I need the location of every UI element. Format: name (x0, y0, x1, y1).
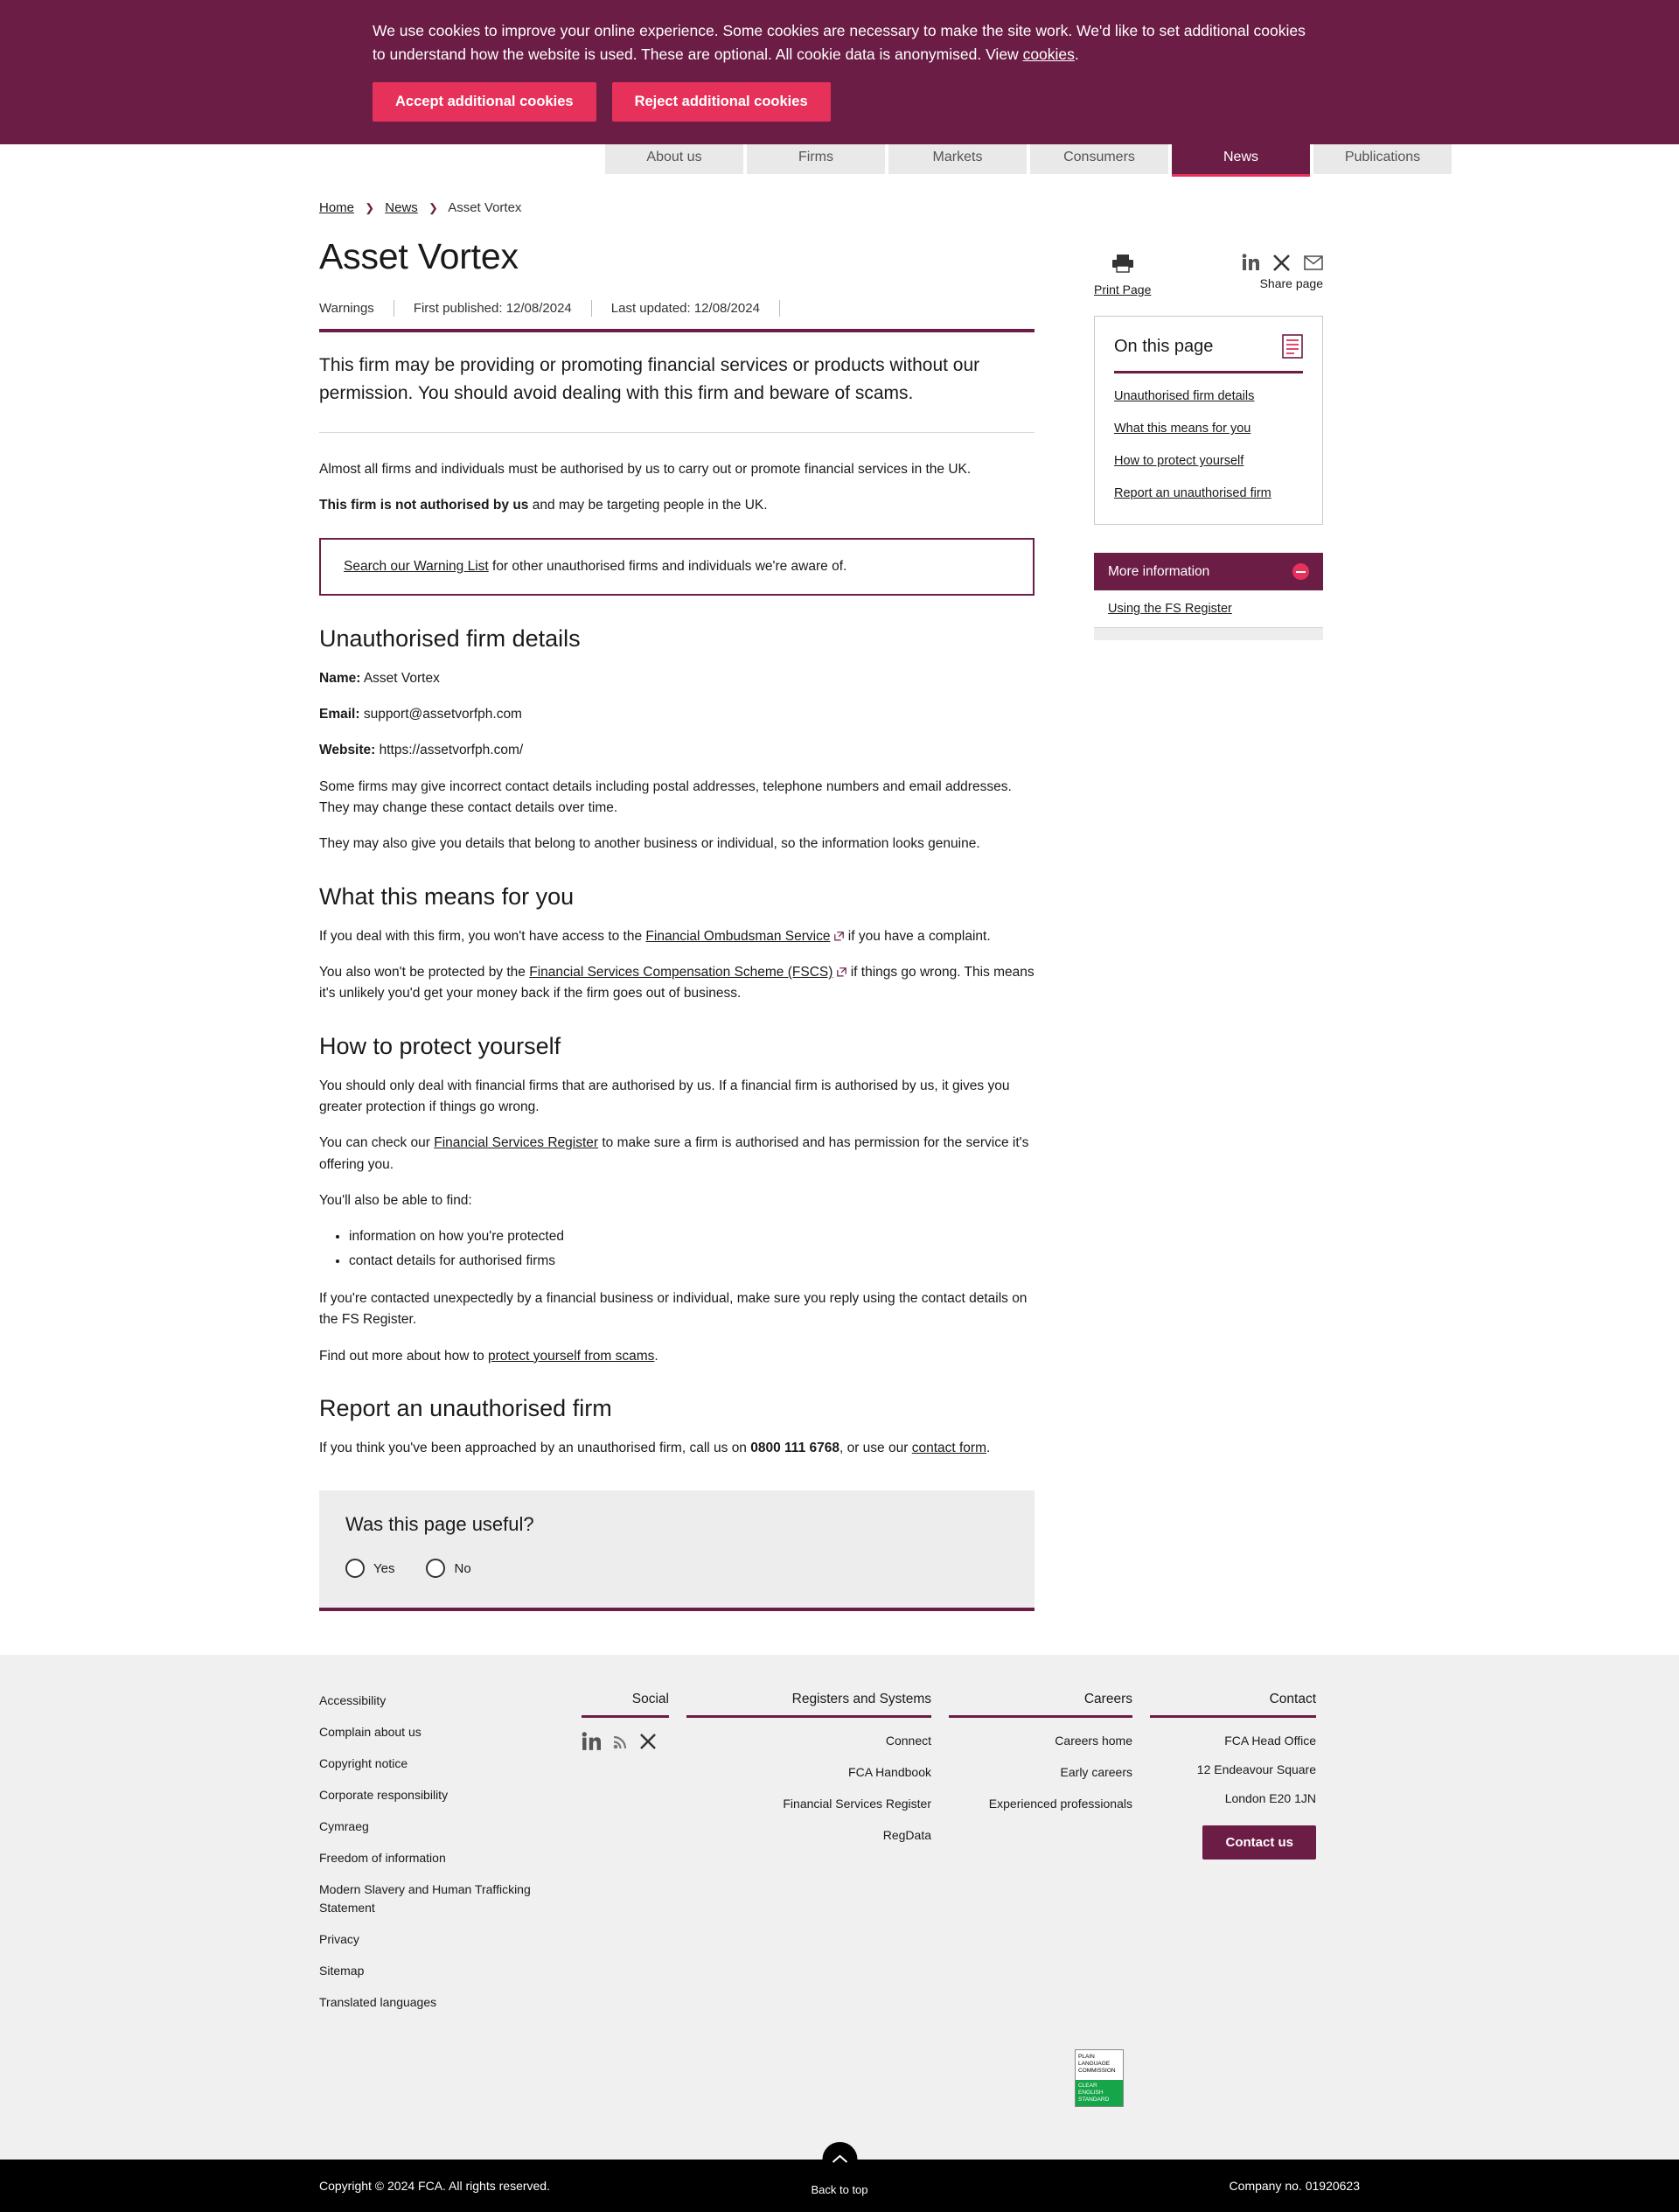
otp-link-report-unauthorised-firm[interactable]: Report an unauthorised firm (1114, 486, 1271, 501)
meta-first-published: First published: 12/08/2024 (413, 301, 572, 317)
collapse-icon[interactable] (1292, 563, 1309, 580)
firm-name-label: Name: (319, 670, 361, 686)
footer-link-cymraeg[interactable]: Cymraeg (319, 1819, 369, 1834)
nav-item-markets[interactable]: Markets (888, 144, 1027, 174)
feedback-no-radio[interactable] (426, 1559, 445, 1578)
linkedin-icon[interactable] (582, 1732, 601, 1751)
footer-link-careers-home[interactable]: Careers home (1055, 1734, 1132, 1748)
firm-website-label: Website: (319, 743, 376, 758)
chevron-up-icon (831, 2153, 848, 2166)
more-information-item (1094, 590, 1323, 628)
breadcrumb-news[interactable]: News (385, 200, 418, 216)
heading-what-this-means: What this means for you (319, 883, 575, 910)
breadcrumb-chevron-icon: ❯ (428, 201, 438, 215)
reject-cookies-button[interactable]: Reject additional cookies (612, 82, 831, 122)
print-page-label[interactable]: Print Page (1094, 283, 1152, 297)
site-footer (0, 1655, 1679, 2160)
report-phone: 0800 111 6768 (750, 1440, 840, 1455)
footer-contact-heading: Contact (1150, 1692, 1316, 1718)
page-feedback-box (319, 1490, 1035, 1611)
protect-p2-before: You can check our (319, 1135, 435, 1151)
breadcrumb (319, 178, 1360, 224)
protect-p5-before: Find out more about how to (319, 1348, 489, 1364)
firm-website-value: https://assetvorfph.com/ (375, 743, 524, 758)
protect-paragraph-4: If you're contacted unexpectedly by a financial business or individual, make sure you reply using the contact details on the FS Register. (319, 1290, 1028, 1328)
document-list-icon (1282, 334, 1303, 359)
footer-link-translated-languages[interactable]: Translated languages (319, 1995, 437, 2010)
otp-link-how-to-protect[interactable]: How to protect yourself (1114, 454, 1244, 469)
badge-line-2: LANGUAGE (1078, 2061, 1111, 2068)
lede-paragraph: This firm may be providing or promoting financial services or products without our permission. You should avoid dealing with this firm and beware of scams. (319, 352, 1035, 433)
breadcrumb-home[interactable]: Home (319, 200, 355, 216)
protect-from-scams-link[interactable]: protect yourself from scams (488, 1348, 655, 1364)
report-before: If you think you've been approached by an unauthorised firm, call us on (319, 1440, 751, 1455)
cookie-text-after: . (1074, 45, 1079, 64)
page-container (319, 178, 1360, 1646)
footer-link-copyright-notice[interactable]: Copyright notice (319, 1756, 408, 1771)
firm-name-value: Asset Vortex (360, 670, 440, 686)
firm-email-row (319, 704, 1035, 725)
cookies-link[interactable]: cookies (1022, 45, 1075, 64)
bottom-bar (0, 2160, 1679, 2212)
footer-registers-heading: Registers and Systems (686, 1692, 931, 1718)
otp-link-unauthorised-firm-details[interactable]: Unauthorised firm details (1114, 389, 1255, 404)
protect-paragraph-1: You should only deal with financial firms that are authorised by us. If a financial firm is authorised by us, it gives you greater protection if things go wrong. (319, 1078, 1010, 1114)
footer-social-icons (582, 1732, 669, 1751)
not-authorised-bold: This firm is not authorised by us (319, 498, 529, 513)
footer-link-fca-handbook[interactable]: FCA Handbook (848, 1765, 931, 1780)
financial-ombudsman-link[interactable]: Financial Ombudsman Service (645, 928, 831, 944)
accept-cookies-button[interactable]: Accept additional cookies (373, 82, 596, 122)
firm-name-row (319, 668, 1035, 689)
footer-links-column (319, 1692, 582, 2025)
cookie-buttons (373, 82, 1312, 122)
more-information-panel (1094, 553, 1323, 640)
back-to-top-label: Back to top (811, 2183, 868, 2197)
firm-note-2: They may also give you details that belong to another business or individual, so the information looks genuine. (319, 836, 980, 852)
page-title: Asset Vortex (319, 236, 519, 277)
on-this-page-title: On this page (1114, 336, 1214, 356)
nav-item-about-us[interactable]: About us (605, 144, 743, 174)
report-middle: , or use our (839, 1440, 912, 1455)
share-row (1094, 254, 1323, 297)
footer-contact-line-3: London E20 1JN (1224, 1791, 1316, 1806)
feedback-yes-radio[interactable] (345, 1559, 365, 1578)
means-p1-before: If you deal with this firm, you won't have access to the (319, 928, 646, 944)
feedback-options (345, 1559, 1008, 1578)
back-to-top-circle[interactable] (822, 2142, 857, 2177)
cookie-text-before: We use cookies to improve your online experience. Some cookies are necessary to make the site work. We'd like to set additional cookies to understand how the website is used. These are optional. All cookie data is anonymised. View (373, 22, 1306, 64)
nav-item-news[interactable]: News (1172, 144, 1310, 174)
printer-icon (1111, 254, 1134, 273)
cookie-banner-text (373, 19, 1312, 66)
article-meta (319, 300, 1035, 329)
footer-careers-heading: Careers (949, 1692, 1132, 1718)
intro-paragraph-1: Almost all firms and individuals must be authorised by us to carry out or promote financial services in the UK. (319, 462, 972, 478)
warning-list-callout (319, 538, 1035, 596)
protect-p2-after: to make sure a firm is authorised and has permission for the service it's offering you. (319, 1135, 1029, 1172)
on-this-page-rule (1114, 371, 1303, 373)
breadcrumb-current: Asset Vortex (448, 200, 522, 216)
report-paragraph (319, 1438, 1035, 1459)
footer-link-accessibility[interactable]: Accessibility (319, 1693, 387, 1708)
protect-paragraph-2 (319, 1133, 1035, 1176)
x-twitter-icon[interactable] (640, 1734, 656, 1749)
means-paragraph-2 (319, 962, 1035, 1005)
share-icons (1242, 254, 1323, 271)
main-content (319, 224, 1035, 1611)
footer-link-experienced-professionals[interactable]: Experienced professionals (988, 1797, 1132, 1811)
footer-contact-column (1150, 1692, 1334, 2025)
footer-social-column (582, 1692, 686, 2025)
external-link-icon (834, 927, 844, 937)
otp-link-what-this-means[interactable]: What this means for you (1114, 422, 1251, 436)
linkedin-icon[interactable] (1242, 254, 1259, 271)
title-rule (319, 329, 1035, 332)
plain-english-badge (1075, 2049, 1124, 2107)
nav-item-publications[interactable]: Publications (1313, 144, 1452, 174)
breadcrumb-chevron-icon: ❯ (365, 201, 375, 215)
cookie-banner (0, 0, 1679, 144)
footer-link-connect[interactable]: Connect (885, 1734, 931, 1748)
company-number: Company no. 01920623 (1229, 2179, 1360, 2194)
intro-paragraph-2 (319, 495, 1035, 516)
x-twitter-icon[interactable] (1273, 255, 1290, 271)
badge-line-3: COMMISSION (1078, 2068, 1116, 2075)
badge-green-block (1076, 2080, 1123, 2106)
feedback-no-label: No (454, 1560, 471, 1576)
meta-last-updated: Last updated: 12/08/2024 (610, 301, 760, 317)
footer-contact-line-1: FCA Head Office (1224, 1734, 1316, 1748)
means-p2-before: You also won't be protected by the (319, 965, 530, 980)
footer-contact-line-2: 12 Endeavour Square (1196, 1762, 1316, 1777)
share-page-label: Share page (1259, 276, 1323, 291)
email-icon[interactable] (1304, 255, 1323, 270)
firm-website-row (319, 740, 1035, 761)
footer-link-regdata[interactable]: RegData (882, 1828, 931, 1843)
external-link-icon (837, 963, 846, 973)
footer-link-modern-slavery-statement[interactable]: Modern Slavery and Human Trafficking Statement (319, 1882, 531, 1915)
main-navigation (0, 144, 1679, 178)
meta-category: Warnings (319, 301, 374, 317)
share-page-block (1242, 254, 1323, 290)
list-item: • information on how you're protected (349, 1226, 1035, 1248)
badge-line-4: CLEAR (1078, 2083, 1097, 2090)
firm-note-1: Some firms may give incorrect contact details including postal addresses, telephone numbers and email addresses. They may change these contact details over time. (319, 778, 1012, 816)
footer-link-early-careers[interactable]: Early careers (1060, 1765, 1132, 1780)
contact-us-button[interactable]: Contact us (1202, 1825, 1316, 1860)
fs-register-link[interactable]: Financial Services Register (434, 1135, 599, 1151)
using-the-fs-register-link[interactable]: Using the FS Register (1108, 602, 1232, 617)
more-information-stub (1094, 628, 1323, 640)
not-authorised-rest: and may be targeting people in the UK. (528, 498, 768, 513)
heading-how-to-protect: How to protect yourself (319, 1032, 561, 1059)
badge-line-1: PLAIN (1078, 2054, 1095, 2061)
footer-link-privacy[interactable]: Privacy (319, 1932, 359, 1947)
badge-line-6: STANDARD (1078, 2097, 1110, 2104)
meta-divider (779, 300, 780, 317)
means-paragraph-1 (319, 926, 1035, 947)
fscs-link[interactable]: Financial Services Compensation Scheme (FSCS) (529, 965, 833, 980)
means-p2-after: if things go wrong. This means it's unlikely you'd get your money back if the firm goes out of business. (319, 965, 1035, 1001)
protect-p5-after: . (654, 1348, 658, 1364)
rss-icon[interactable] (613, 1734, 628, 1749)
badge-line-5: ENGLISH (1078, 2090, 1104, 2097)
report-after: . (986, 1440, 991, 1455)
footer-link-freedom-of-information[interactable]: Freedom of information (319, 1851, 446, 1866)
more-information-title: More information (1108, 563, 1210, 579)
protect-paragraph-5 (319, 1346, 1035, 1367)
protect-bullet-list (319, 1226, 1035, 1273)
sidebar (1094, 224, 1323, 1611)
contact-form-link[interactable]: contact form (911, 1440, 986, 1455)
footer-link-corporate-responsibility[interactable]: Corporate responsibility (319, 1788, 449, 1803)
callout-rest: for other unauthorised firms and individuals we're aware of. (488, 558, 847, 574)
nav-item-firms[interactable]: Firms (747, 144, 885, 174)
more-information-header[interactable] (1094, 553, 1323, 590)
protect-paragraph-3: You'll also be able to find: (319, 1192, 472, 1208)
heading-unauthorised-firm-details: Unauthorised firm details (319, 625, 581, 652)
back-to-top[interactable] (811, 2142, 867, 2196)
print-page-block[interactable] (1094, 254, 1151, 297)
heading-report-unauthorised-firm: Report an unauthorised firm (319, 1394, 612, 1421)
firm-email-value: support@assetvorfph.com (359, 707, 522, 722)
feedback-question: Was this page useful? (345, 1513, 534, 1536)
nav-item-consumers[interactable]: Consumers (1030, 144, 1168, 174)
firm-email-label: Email: (319, 707, 360, 722)
on-this-page-panel (1094, 316, 1323, 525)
means-p1-after: if you have a complaint. (844, 928, 991, 944)
footer-link-complain-about-us[interactable]: Complain about us (319, 1725, 421, 1740)
list-item: • contact details for authorised firms (349, 1251, 1035, 1273)
copyright-text: Copyright © 2024 FCA. All rights reserved. (319, 2179, 550, 2194)
feedback-yes-label: Yes (373, 1560, 395, 1576)
plain-language-badge-wrap (319, 2049, 1360, 2107)
footer-careers-column (949, 1692, 1150, 2025)
search-warning-list-link[interactable]: Search our Warning List (344, 558, 489, 574)
footer-registers-column (686, 1692, 949, 2025)
footer-social-heading: Social (582, 1692, 669, 1718)
footer-link-financial-services-register[interactable]: Financial Services Register (783, 1797, 931, 1811)
footer-link-sitemap[interactable]: Sitemap (319, 1964, 365, 1978)
